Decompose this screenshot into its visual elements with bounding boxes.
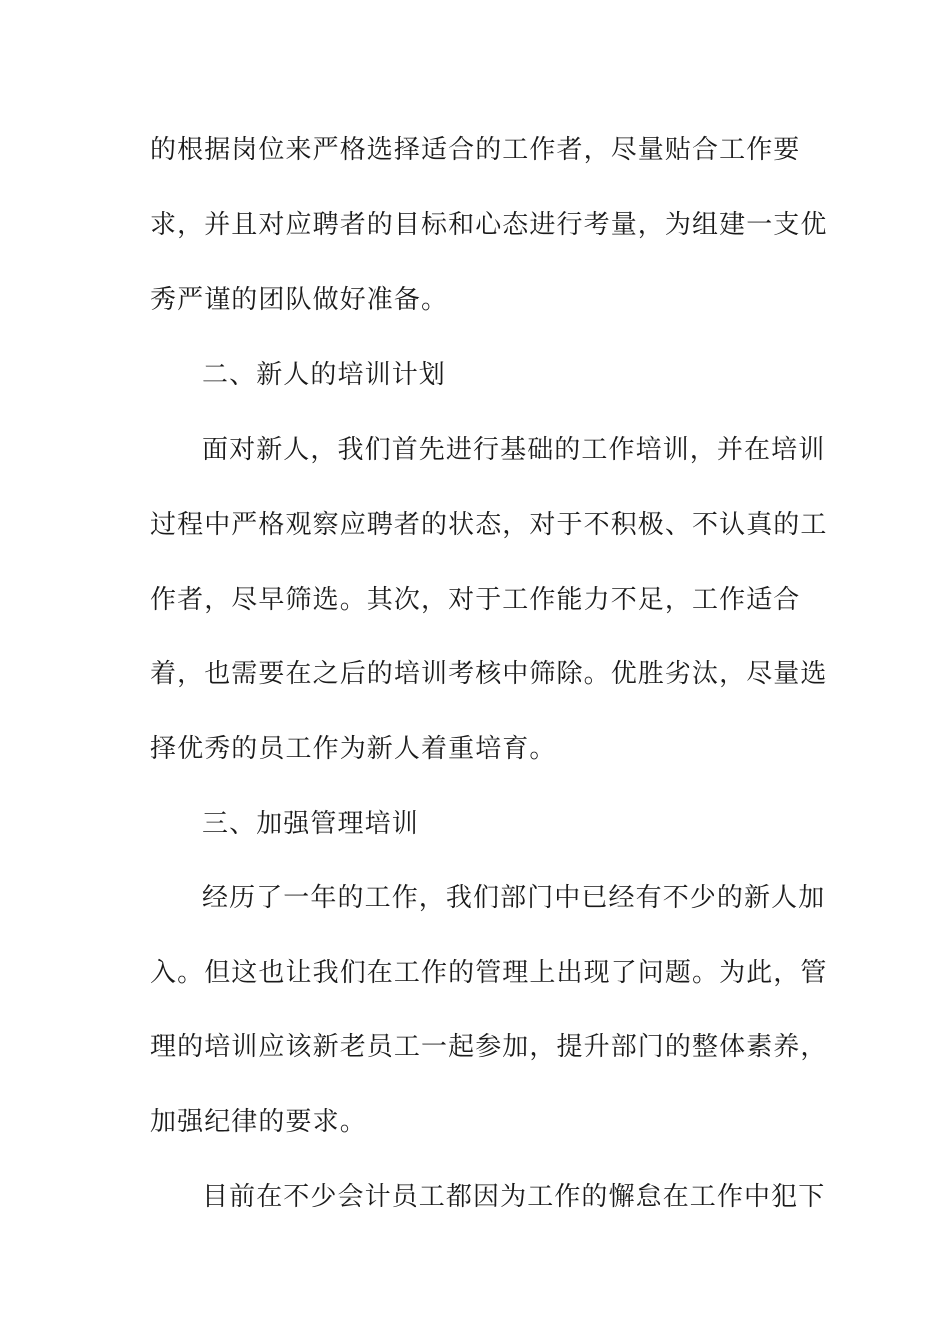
text-line: 着，也需要在之后的培训考核中筛除。优胜劣汰，尽量选 — [150, 659, 828, 689]
text-line: 理的培训应该新老员工一起参加，提升部门的整体素养， — [150, 1032, 828, 1062]
text-line: 择优秀的员工作为新人着重培育。 — [150, 734, 557, 764]
section-heading: 二、新人的培训计划 — [202, 360, 446, 390]
text-line: 的根据岗位来严格选择适合的工作者，尽量贴合工作要 — [150, 135, 801, 165]
text-line: 面对新人，我们首先进行基础的工作培训，并在培训 — [202, 435, 826, 465]
text-line: 目前在不少会计员工都因为工作的懈怠在工作中犯下 — [202, 1182, 826, 1212]
text-line: 过程中严格观察应聘者的状态，对于不积极、不认真的工 — [150, 510, 828, 540]
text-line: 入。但这也让我们在工作的管理上出现了问题。为此，管 — [150, 958, 828, 988]
text-line: 作者，尽早筛选。其次，对于工作能力不足，工作适合 — [150, 585, 801, 615]
text-line: 经历了一年的工作，我们部门中已经有不少的新人加 — [202, 883, 826, 913]
text-line: 加强纪律的要求。 — [150, 1107, 367, 1137]
text-line: 秀严谨的团队做好准备。 — [150, 285, 449, 315]
text-line: 求，并且对应聘者的目标和心态进行考量，为组建一支优 — [150, 210, 828, 240]
section-heading: 三、加强管理培训 — [202, 809, 419, 839]
